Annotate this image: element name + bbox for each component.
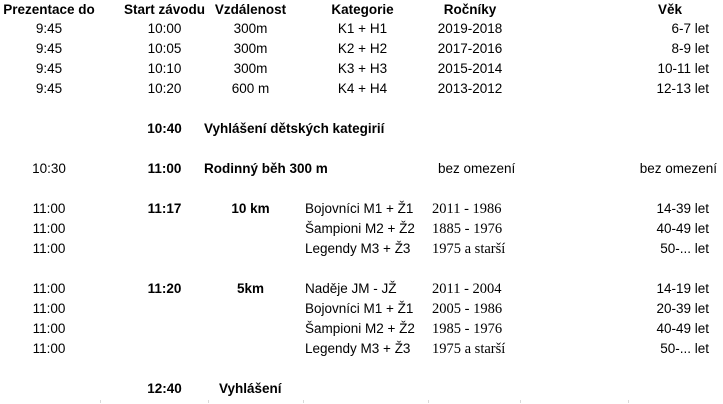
vek-cell: 14-19 let <box>656 281 709 296</box>
header-row <box>0 0 723 20</box>
kids-awards-time: 10:40 <box>147 121 182 136</box>
grid-tick <box>303 400 304 403</box>
final-awards-row <box>0 379 723 399</box>
kategorie-cell: Naděje JM - JŽ <box>305 281 397 296</box>
grid-ticks <box>0 400 723 404</box>
vek-cell: 6-7 let <box>671 21 709 36</box>
start-cell: 11:00 <box>147 161 182 176</box>
kategorie-cell: Legendy M3 + Ž3 <box>305 241 411 256</box>
rocniky-cell: 2015-2014 <box>437 61 503 76</box>
prezentace-cell: 11:00 <box>32 341 66 356</box>
table-row <box>0 219 723 239</box>
table-row <box>0 279 723 299</box>
kategorie-cell: K1 + H1 <box>337 21 388 36</box>
kategorie-cell: Šampioni M2 + Ž2 <box>305 221 415 236</box>
table-row <box>0 319 723 339</box>
kids-awards-label: Vyhlášení dětských kategirií <box>204 121 385 136</box>
prezentace-cell: 11:00 <box>32 201 66 216</box>
vzdalenost-cell: 300m <box>233 21 268 36</box>
kids-awards-row <box>0 119 723 139</box>
rocniky-cell: 2017-2016 <box>437 41 503 56</box>
grid-tick <box>520 400 521 403</box>
family-run-row <box>0 159 723 179</box>
header-kategorie: Kategorie <box>331 2 394 17</box>
start-cell: 11:20 <box>147 281 182 296</box>
rocniky-cell: bez omezení <box>438 161 516 176</box>
vek-cell: 40-49 let <box>656 221 709 236</box>
vek-cell: 20-39 let <box>656 301 709 316</box>
table-row <box>0 79 723 99</box>
vzdalenost-cell: 5km <box>236 281 265 296</box>
vek-cell: 12-13 let <box>656 81 709 96</box>
final-awards-time: 12:40 <box>147 381 182 396</box>
kategorie-cell: K2 + H2 <box>337 41 388 56</box>
header-start: Start závodu <box>123 2 205 17</box>
rocniky-cell: 1975 a starší <box>432 341 506 357</box>
prezentace-cell: 11:00 <box>32 221 66 236</box>
grid-tick <box>628 400 629 403</box>
vek-cell: bez omezení <box>639 161 717 176</box>
table-row <box>0 19 723 39</box>
prezentace-cell: 9:45 <box>35 21 63 36</box>
start-cell: 10:20 <box>147 81 182 96</box>
prezentace-cell: 11:00 <box>32 301 66 316</box>
rocniky-cell: 2011 - 1986 <box>432 201 502 217</box>
prezentace-cell: 9:45 <box>35 61 63 76</box>
vek-cell: 50-... let <box>660 241 709 256</box>
start-cell: 10:05 <box>147 41 182 56</box>
kategorie-cell: Legendy M3 + Ž3 <box>305 341 411 356</box>
family-run-label: Rodinný běh 300 m <box>204 161 328 176</box>
grid-tick <box>208 400 209 403</box>
prezentace-cell: 9:45 <box>35 81 63 96</box>
rocniky-cell: 2019-2018 <box>437 21 503 36</box>
vek-cell: 8-9 let <box>671 41 709 56</box>
kategorie-cell: Bojovníci M1 + Ž1 <box>305 301 414 316</box>
header-rocniky: Ročníky <box>443 2 497 17</box>
vek-cell: 10-11 let <box>657 61 709 76</box>
table-row <box>0 239 723 259</box>
kategorie-cell: K4 + H4 <box>337 81 388 96</box>
vek-cell: 40-49 let <box>656 321 709 336</box>
vzdalenost-cell: 300m <box>233 41 268 56</box>
rocniky-cell: 1985 - 1976 <box>432 321 503 337</box>
vzdalenost-cell: 600 m <box>231 81 270 96</box>
final-awards-label: Vyhlášení <box>219 381 282 396</box>
kategorie-cell: Bojovníci M1 + Ž1 <box>305 201 414 216</box>
prezentace-cell: 9:45 <box>35 41 63 56</box>
header-vek: Věk <box>657 2 683 17</box>
table-row <box>0 199 723 219</box>
header-prezentace: Prezentace do <box>3 2 95 17</box>
table-row <box>0 59 723 79</box>
start-cell: 10:00 <box>147 21 182 36</box>
grid-tick <box>100 400 101 403</box>
vzdalenost-cell: 10 km <box>231 201 270 216</box>
vek-cell: 14-39 let <box>656 201 709 216</box>
prezentace-cell: 10:30 <box>32 161 66 176</box>
start-cell: 11:17 <box>147 201 182 216</box>
rocniky-cell: 2011 - 2004 <box>432 281 502 297</box>
header-vzdalenost: Vzdálenost <box>214 2 287 17</box>
start-cell: 10:10 <box>147 61 182 76</box>
kategorie-cell: Šampioni M2 + Ž2 <box>305 321 415 336</box>
vek-cell: 50-... let <box>660 341 709 356</box>
grid-tick <box>428 400 429 403</box>
rocniky-cell: 1975 a starší <box>432 241 506 257</box>
prezentace-cell: 11:00 <box>32 241 66 256</box>
table-row <box>0 39 723 59</box>
kategorie-cell: K3 + H3 <box>337 61 388 76</box>
table-row <box>0 299 723 319</box>
prezentace-cell: 11:00 <box>32 321 66 336</box>
rocniky-cell: 2013-2012 <box>437 81 503 96</box>
table-row <box>0 339 723 359</box>
prezentace-cell: 11:00 <box>32 281 66 296</box>
rocniky-cell: 2005 - 1986 <box>432 301 503 317</box>
vzdalenost-cell: 300m <box>233 61 268 76</box>
rocniky-cell: 1885 - 1976 <box>432 221 503 237</box>
